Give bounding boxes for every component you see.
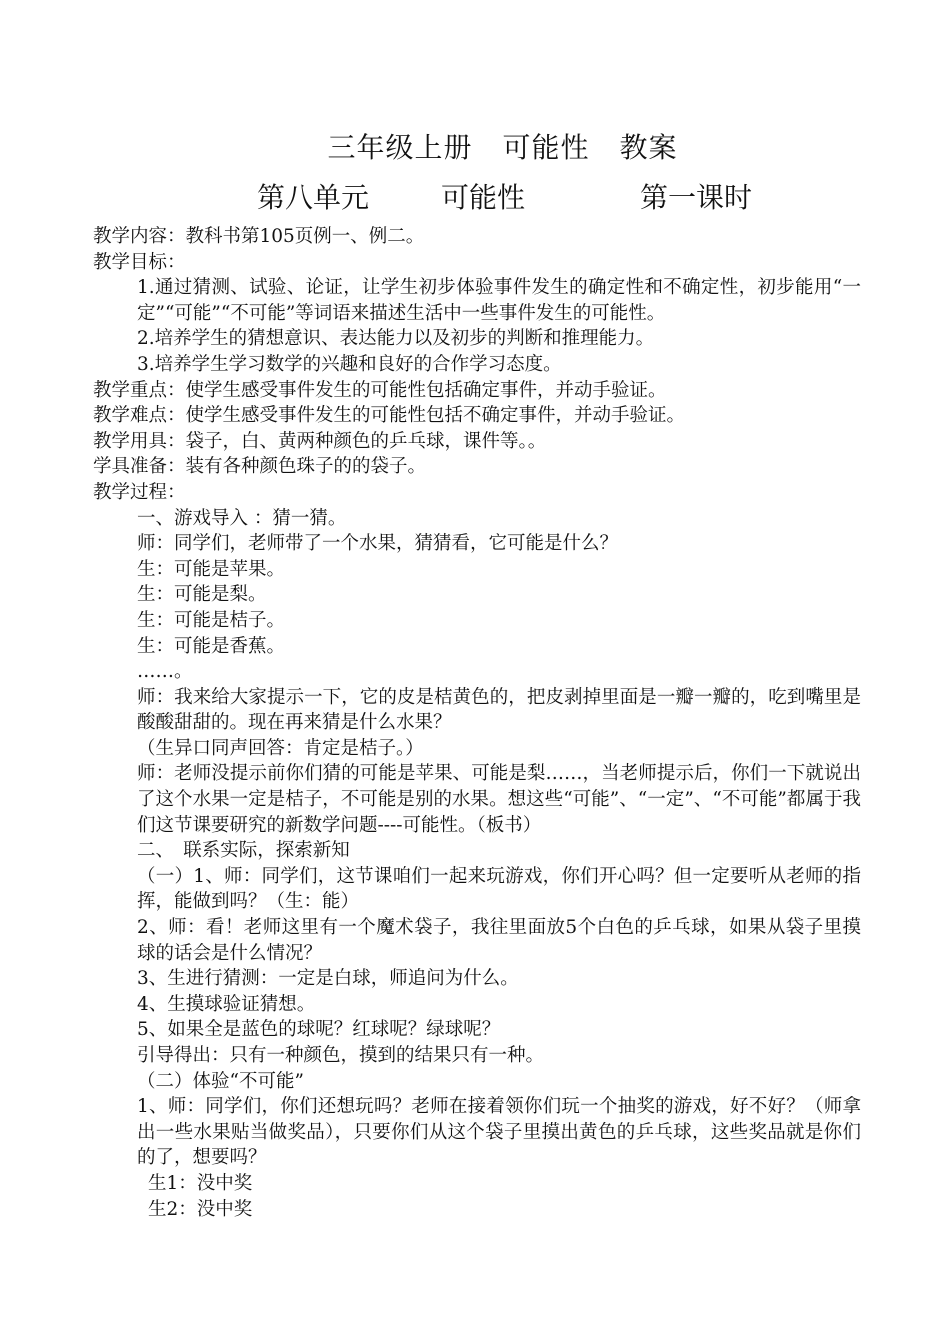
teaching-tools: 教学用具：袋子，白、黄两种颜色的乒乓球，课件等。。 <box>93 430 547 452</box>
goal-item: 1.通过猜测、试验、论证，让学生初步体验事件发生的确定性和不确定性，初步能用“一定”“可能”“不可能”等词语来描述生活中一些事件发生的可能性。 <box>137 277 861 324</box>
subtitle-unit: 第八单元 <box>257 181 370 214</box>
dialogue-line: 生：可能是香蕉。 <box>137 635 286 657</box>
document-body <box>93 224 861 1222</box>
goal-item: 3.培养学生学习数学的兴趣和良好的合作学习态度。 <box>137 353 562 375</box>
activity-line: 3、生进行猜测：一定是白球，师追问为什么。 <box>137 968 519 990</box>
section-heading: 一、游戏导入 ：猜一猜。 <box>137 507 347 529</box>
subtitle-topic: 可能性 <box>441 181 526 214</box>
goal-item: 2.培养学生的猜想意识、表达能力以及初步的判断和推理能力。 <box>137 328 655 350</box>
dialogue-line: 生1：没中奖 <box>148 1172 253 1194</box>
activity-line: （一）1、师：同学们，这节课咱们一起来玩游戏，你们开心吗？但一定要听从老师的指挥，能做到吗？（生：能） <box>137 865 861 913</box>
title-topic: 可能性 <box>502 131 590 164</box>
activity-line: 4、生摸球验证猜想。 <box>137 993 316 1015</box>
section-heading: 二、 联系实际，探索新知 <box>137 840 350 862</box>
teaching-key-point: 教学重点：使学生感受事件发生的可能性包括确定事件，并动手验证。 <box>93 379 667 401</box>
dialogue-line: 生：可能是梨。 <box>137 584 267 606</box>
dialogue-line: 师：我来给大家提示一下，它的皮是桔黄色的，把皮剥掉里面是一瓣一瓣的，吃到嘴里是酸酸甜甜的。现在再来猜是什么水果？ <box>137 686 861 734</box>
activity-line: 引导得出：只有一种颜色，摸到的结果只有一种。 <box>137 1045 545 1066</box>
teaching-process-heading: 教学过程： <box>93 481 186 503</box>
activity-line: 1、师：同学们，你们还想玩吗？老师在接着领你们玩一个抽奖的游戏，好不好？（师拿出一些水果贴当做奖品），只要你们从这个袋子里摸出黄色的乒乓球，这些奖品就是你们的了，想要吗？ <box>137 1096 861 1169</box>
title-grade: 三年级上册 <box>327 131 473 164</box>
subtitle-lesson: 第一课时 <box>640 181 753 214</box>
ellipsis-line: ……。 <box>137 661 193 683</box>
activity-line: 2、师：看！老师这里有一个魔术袋子，我往里面放5个白色的乒乓球，如果从袋子里摸球的话会是什么情况？ <box>137 917 861 964</box>
dialogue-line: 师：老师没提示前你们猜的可能是苹果、可能是梨……，当老师提示后，你们一下就说出了这个水果一定是桔子，不可能是别的水果。想这些“可能”、“一定”、“不可能”都属于我们这节课要研究的新数学问题----可能性。（板书） <box>137 763 861 836</box>
teaching-content: 教学内容：教科书第105页例一、例二。 <box>93 226 425 247</box>
section-heading: （二）体验“不可能” <box>137 1070 304 1092</box>
document-title <box>0 128 950 168</box>
dialogue-line: 师：同学们，老师带了一个水果，猜猜看，它可能是什么？ <box>137 533 619 555</box>
dialogue-line: 生：可能是桔子。 <box>137 609 286 631</box>
dialogue-line: 生：可能是苹果。 <box>137 558 286 580</box>
dialogue-line: 生2：没中奖 <box>148 1198 253 1220</box>
title-plan: 教案 <box>619 131 678 164</box>
dialogue-line: （生异口同声回答：肯定是桔子。） <box>137 737 424 759</box>
activity-line: 5、如果全是蓝色的球呢？红球呢？绿球呢？ <box>137 1019 501 1041</box>
student-materials: 学具准备：装有各种颜色珠子的的袋子。 <box>93 456 427 478</box>
teaching-difficulty: 教学难点：使学生感受事件发生的可能性包括不确定事件，并动手验证。 <box>93 405 686 427</box>
teaching-goals-heading: 教学目标： <box>93 251 186 273</box>
